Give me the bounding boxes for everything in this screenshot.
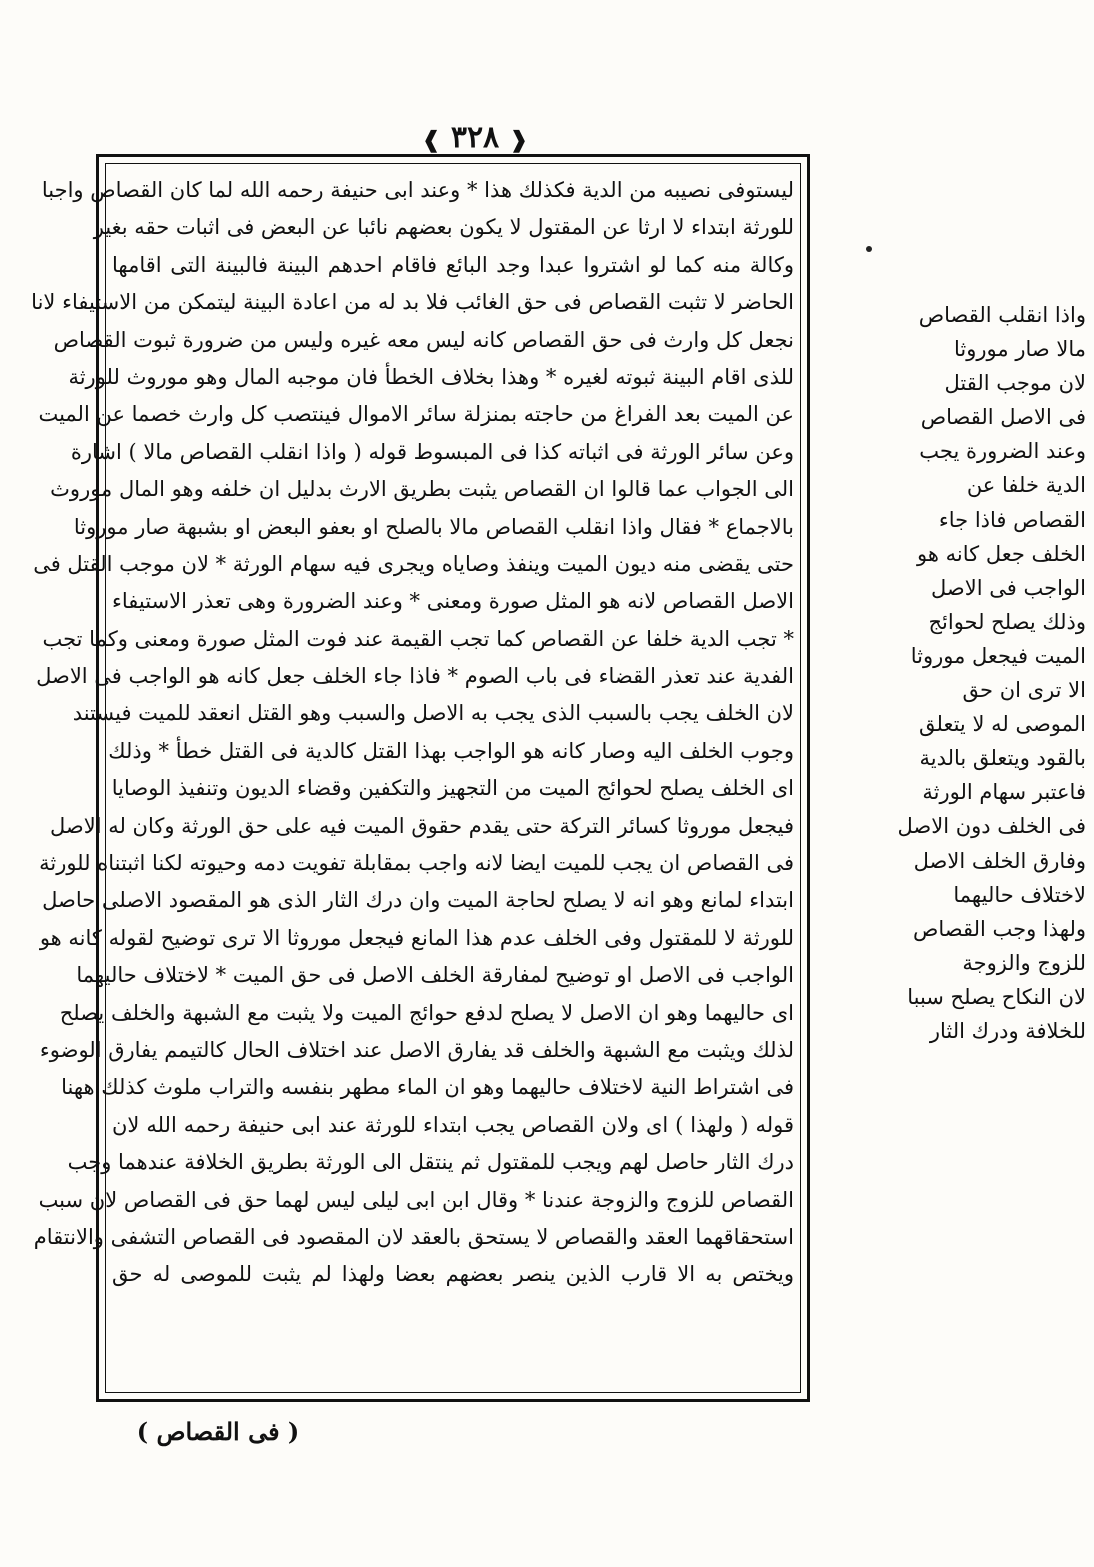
margin-line: وذلك يصلح لحوائج: [928, 609, 1086, 634]
text-line: اى الخلف يصلح لحوائج الميت من التجهيز والتكفين وقضاء الديون وتنفيذ الوصايا: [111, 776, 794, 801]
text-line: درك الثار حاصل لهم ويجب للمقتول ثم ينتقل الى الورثة بطريق الخلافة عندهما وجب: [67, 1150, 794, 1175]
text-line: الى الجواب عما قالوا ان القصاص يثبت بطريق الارث بدليل ان خلفه وهو المال موروث: [50, 477, 794, 502]
margin-line: بالقود ويتعلق بالدية: [919, 746, 1086, 771]
text-line: استحقاقهما العقد والقصاص لا يستحق بالعقد لان المقصود فى القصاص التشفى والانتقام: [33, 1224, 794, 1249]
page-number: [420, 118, 530, 158]
margin-line: فاعتبر سهام الورثة: [922, 780, 1086, 805]
margin-note-block: [814, 298, 1086, 1048]
text-line: بالاجماع * فقال واذا انقلب القصاص مالا بالصلح او بعفو البعض او بشبهة صار موروثا: [73, 514, 794, 539]
text-line: للورثة لا للمقتول وفى الخلف عدم هذا المانع فيجعل موروثا الا ترى توضيح لقوله كانه هو: [39, 925, 794, 950]
margin-dot: [866, 246, 872, 252]
text-line: لان الخلف يجب بالسبب الذى يجب به الاصل والسبب وهو القتل انعقد للميت فيستند: [72, 701, 794, 726]
text-line: الفدية عند تعذر القضاء فى باب الصوم * فاذا جاء الخلف جعل كانه هو الواجب فى الاصل: [36, 664, 794, 689]
main-text-block: [31, 172, 794, 1392]
text-line: فى اشتراط النية لاختلاف حاليهما وهو ان الماء مطهر بنفسه والتراب ملوث كذلك ههنا: [61, 1075, 794, 1100]
text-line: نجعل كل وارث فى حق القصاص كانه ليس معه غيره وليس من ضرورة ثبوت القصاص: [53, 327, 794, 352]
text-line: القصاص للزوج والزوجة عندنا * وقال ابن ابى ليلى ليس لهما حق فى القصاص لان سبب: [38, 1187, 794, 1212]
text-line: حتى يقضى منه ديون الميت وينفذ وصاياه ويجرى فيه سهام الورثة * لان موجب القتل فى: [33, 551, 794, 576]
text-line: الاصل القصاص لانه هو المثل صورة ومعنى * وعند الضرورة وهى تعذر الاستيفاء: [112, 589, 794, 614]
text-line: عن الميت بعد الفراغ من حاجته بمنزلة سائر الاموال فينتصب كل وارث خصما عن الميت: [38, 402, 794, 427]
text-line: للورثة ابتداء لا ارثا عن المقتول لا يكون بعضهم نائبا عن البعض فى اثبات حقه بغير: [93, 215, 794, 240]
margin-line: لان موجب القتل: [944, 371, 1086, 396]
margin-line: ولهذا وجب القصاص: [912, 916, 1086, 941]
margin-line: الموصى له لا يتعلق: [919, 712, 1086, 737]
margin-line: الا ترى ان حق: [962, 678, 1086, 703]
margin-line: الواجب فى الاصل: [931, 575, 1086, 600]
text-line: فى القصاص ان يجب للميت ايضا لانه واجب بمقابلة تفويت دمه وحيوته لكنا اثبتناه للورثة: [39, 851, 794, 876]
ornament-left: ❰: [421, 127, 441, 153]
text-line: ابتداء لمانع وهو انه لا يصلح لحاجة الميت وان درك الثار الذى هو المقصود الاصلى حاصل: [42, 888, 794, 913]
text-line: وكالة منه كما لو اشتروا عبدا وجد البائع فاقام احدهم البينة فالبينة التى اقامها: [112, 252, 794, 277]
margin-line: وفارق الخلف الاصل: [913, 848, 1086, 873]
margin-line: فى الاصل القصاص: [920, 405, 1086, 430]
text-line: الواجب فى الاصل او توضيح لمفارقة الخلف الاصل فى حق الميت * لاختلاف حاليهما: [76, 963, 794, 988]
text-line: وعن سائر الورثة فى اثباته كذا فى المبسوط قوله ( واذا انقلب القصاص مالا ) اشارة: [70, 439, 794, 464]
margin-line: القصاص فاذا جاء: [938, 507, 1086, 532]
text-line: لذلك ويثبت مع الشبهة والخلف قد يفارق الاصل عند اختلاف الحال كالتيمم يفارق الوضوء: [39, 1037, 794, 1062]
text-line: للذى اقام البينة ثبوته لغيره * وهذا بخلاف الخطأ فان موجبه المال وهو موروث للورثة: [68, 364, 794, 389]
margin-line: للزوج والزوجة: [962, 950, 1086, 975]
margin-line: وعند الضرورة يجب: [919, 439, 1086, 464]
page-number-text: ٣٢٨: [450, 120, 500, 155]
margin-line: الميت فيجعل موروثا: [910, 643, 1086, 668]
ornament-right: ❱: [509, 127, 529, 153]
margin-line: مالا صار موروثا: [954, 337, 1086, 362]
text-line: * تجب الدية خلفا عن القصاص كما تجب القيمة عند فوت المثل صورة ومعنى وكما تجب: [42, 626, 794, 651]
margin-line: فى الخلف دون الاصل: [897, 814, 1086, 839]
text-line: اى حاليهما وهو ان الاصل لا يصلح لدفع حوائج الميت ولا يثبت مع الشبهة والخلف يصلح: [59, 1000, 794, 1025]
text-line: الحاضر لا تثبت القصاص فى حق الغائب فلا بد له من اعادة البينة ليتمكن من الاستيفاء لانا: [31, 290, 794, 315]
text-line: ليستوفى نصيبه من الدية فكذلك هذا * وعند ابى حنيفة رحمه الله لما كان القصاص واجبا: [41, 178, 794, 202]
margin-line: الدية خلفا عن: [966, 473, 1086, 498]
margin-line: الخلف جعل كانه هو: [917, 541, 1086, 566]
catchword: ( فى القصاص ): [136, 1417, 300, 1446]
margin-line: واذا انقلب القصاص: [918, 303, 1086, 327]
text-line: وجوب الخلف اليه وصار كانه هو الواجب بهذا القتل كالدية فى القتل خطأ * وذلك: [108, 738, 794, 763]
margin-line: لاختلاف حاليهما: [953, 882, 1086, 907]
text-line: قوله ( ولهذا ) اى ولان القصاص يجب ابتداء للورثة عند ابى حنيفة رحمه الله لان: [112, 1112, 794, 1137]
margin-line: للخلافة ودرك الثار: [929, 1018, 1086, 1043]
margin-line: لان النكاح يصلح سببا: [907, 984, 1086, 1009]
text-line: فيجعل موروثا كسائر التركة حتى يقدم حقوق الميت فيه على حق الورثة وكان له الاصل: [49, 813, 794, 838]
text-line: ويختص به الا قارب الذين ينصر بعضهم بعضا ولهذا لم يثبت للموصى له حق: [112, 1262, 794, 1287]
